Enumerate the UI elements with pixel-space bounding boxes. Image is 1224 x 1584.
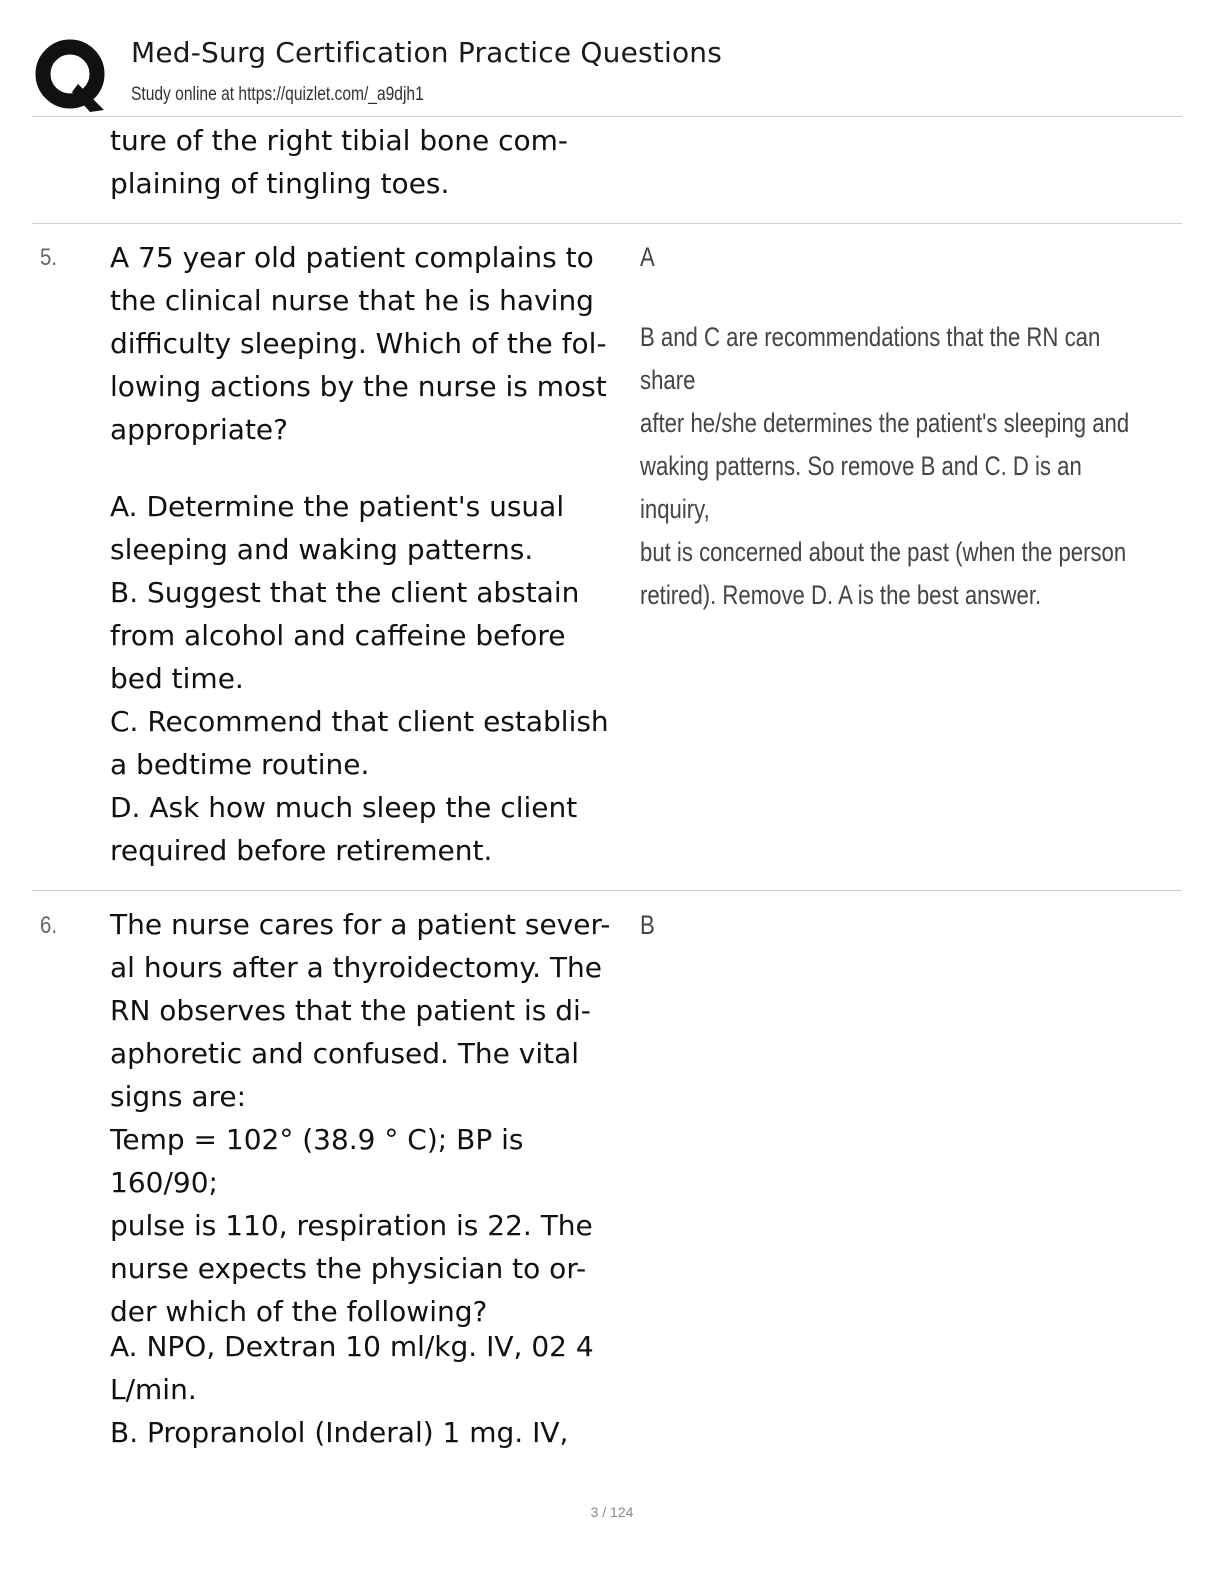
study-link-text: Study online at https://quizlet.com/_a9djh1 — [131, 84, 424, 105]
text-line: A 75 year old patient complains to — [110, 241, 594, 274]
option-line: a bedtime routine. — [110, 748, 370, 781]
answer-letter: B — [640, 910, 655, 940]
question-divider — [32, 890, 1182, 891]
text-line: nurse expects the physician to or- — [110, 1252, 587, 1285]
text-line: B and C are recommendations that the RN can share — [640, 322, 1101, 395]
text-line: Temp = 102° (38.9 ° C); BP is 160/90; — [110, 1123, 524, 1199]
option-line: bed time. — [110, 662, 244, 695]
option-line: D. Ask how much sleep the client — [110, 791, 578, 824]
continued-question-text — [110, 119, 640, 205]
option-line: A. Determine the patient's usual — [110, 490, 565, 523]
page-number: 3 / 124 — [590, 1504, 634, 1520]
option-line: L/min. — [110, 1373, 197, 1406]
option-line: required before retirement. — [110, 834, 493, 867]
text-line: but is concerned about the past (when the person — [640, 537, 1127, 567]
text-line: appropriate? — [110, 413, 289, 446]
text-line: aphoretic and confused. The vital — [110, 1037, 580, 1070]
text-line: der which of the following? — [110, 1295, 488, 1328]
option-line: A. NPO, Dextran 10 ml/kg. IV, 02 4 — [110, 1330, 594, 1363]
text-line: waking patterns. So remove B and C. D is an inquiry, — [640, 451, 1082, 524]
text-line: RN observes that the patient is di- — [110, 994, 591, 1027]
question-options — [110, 485, 640, 872]
option-line: from alcohol and caffeine before — [110, 619, 566, 652]
text-line: pulse is 110, respiration is 22. The — [110, 1209, 593, 1242]
text-line: after he/she determines the patient's sleeping and — [640, 408, 1130, 438]
page-title: Med-Surg Certification Practice Questions — [131, 36, 723, 69]
text-line: al hours after a thyroidectomy. The — [110, 951, 602, 984]
header-divider — [32, 116, 1182, 117]
text-line: difficulty sleeping. Which of the fol- — [110, 327, 607, 360]
option-line: B. Propranolol (Inderal) 1 mg. IV, — [110, 1416, 569, 1449]
text-line: plaining of tingling toes. — [110, 167, 450, 200]
option-line: sleeping and waking patterns. — [110, 533, 534, 566]
text-line: the clinical nurse that he is having — [110, 284, 594, 317]
option-line: B. Suggest that the client abstain — [110, 576, 580, 609]
answer-explanation — [640, 316, 1157, 617]
question-stem — [110, 236, 640, 451]
question-options — [110, 1325, 640, 1454]
question-number: 6. — [40, 912, 58, 939]
text-line: retired). Remove D. A is the best answer. — [640, 580, 1042, 610]
text-line: The nurse cares for a patient sever- — [110, 908, 611, 941]
answer-letter: A — [640, 242, 655, 272]
text-line: ture of the right tibial bone com- — [110, 124, 569, 157]
text-line: lowing actions by the nurse is most — [110, 370, 607, 403]
quizlet-logo-icon — [32, 34, 112, 114]
text-line: signs are: — [110, 1080, 247, 1113]
question-number: 5. — [40, 244, 58, 271]
option-line: C. Recommend that client establish — [110, 705, 609, 738]
question-stem — [110, 903, 640, 1333]
question-divider — [32, 223, 1182, 224]
